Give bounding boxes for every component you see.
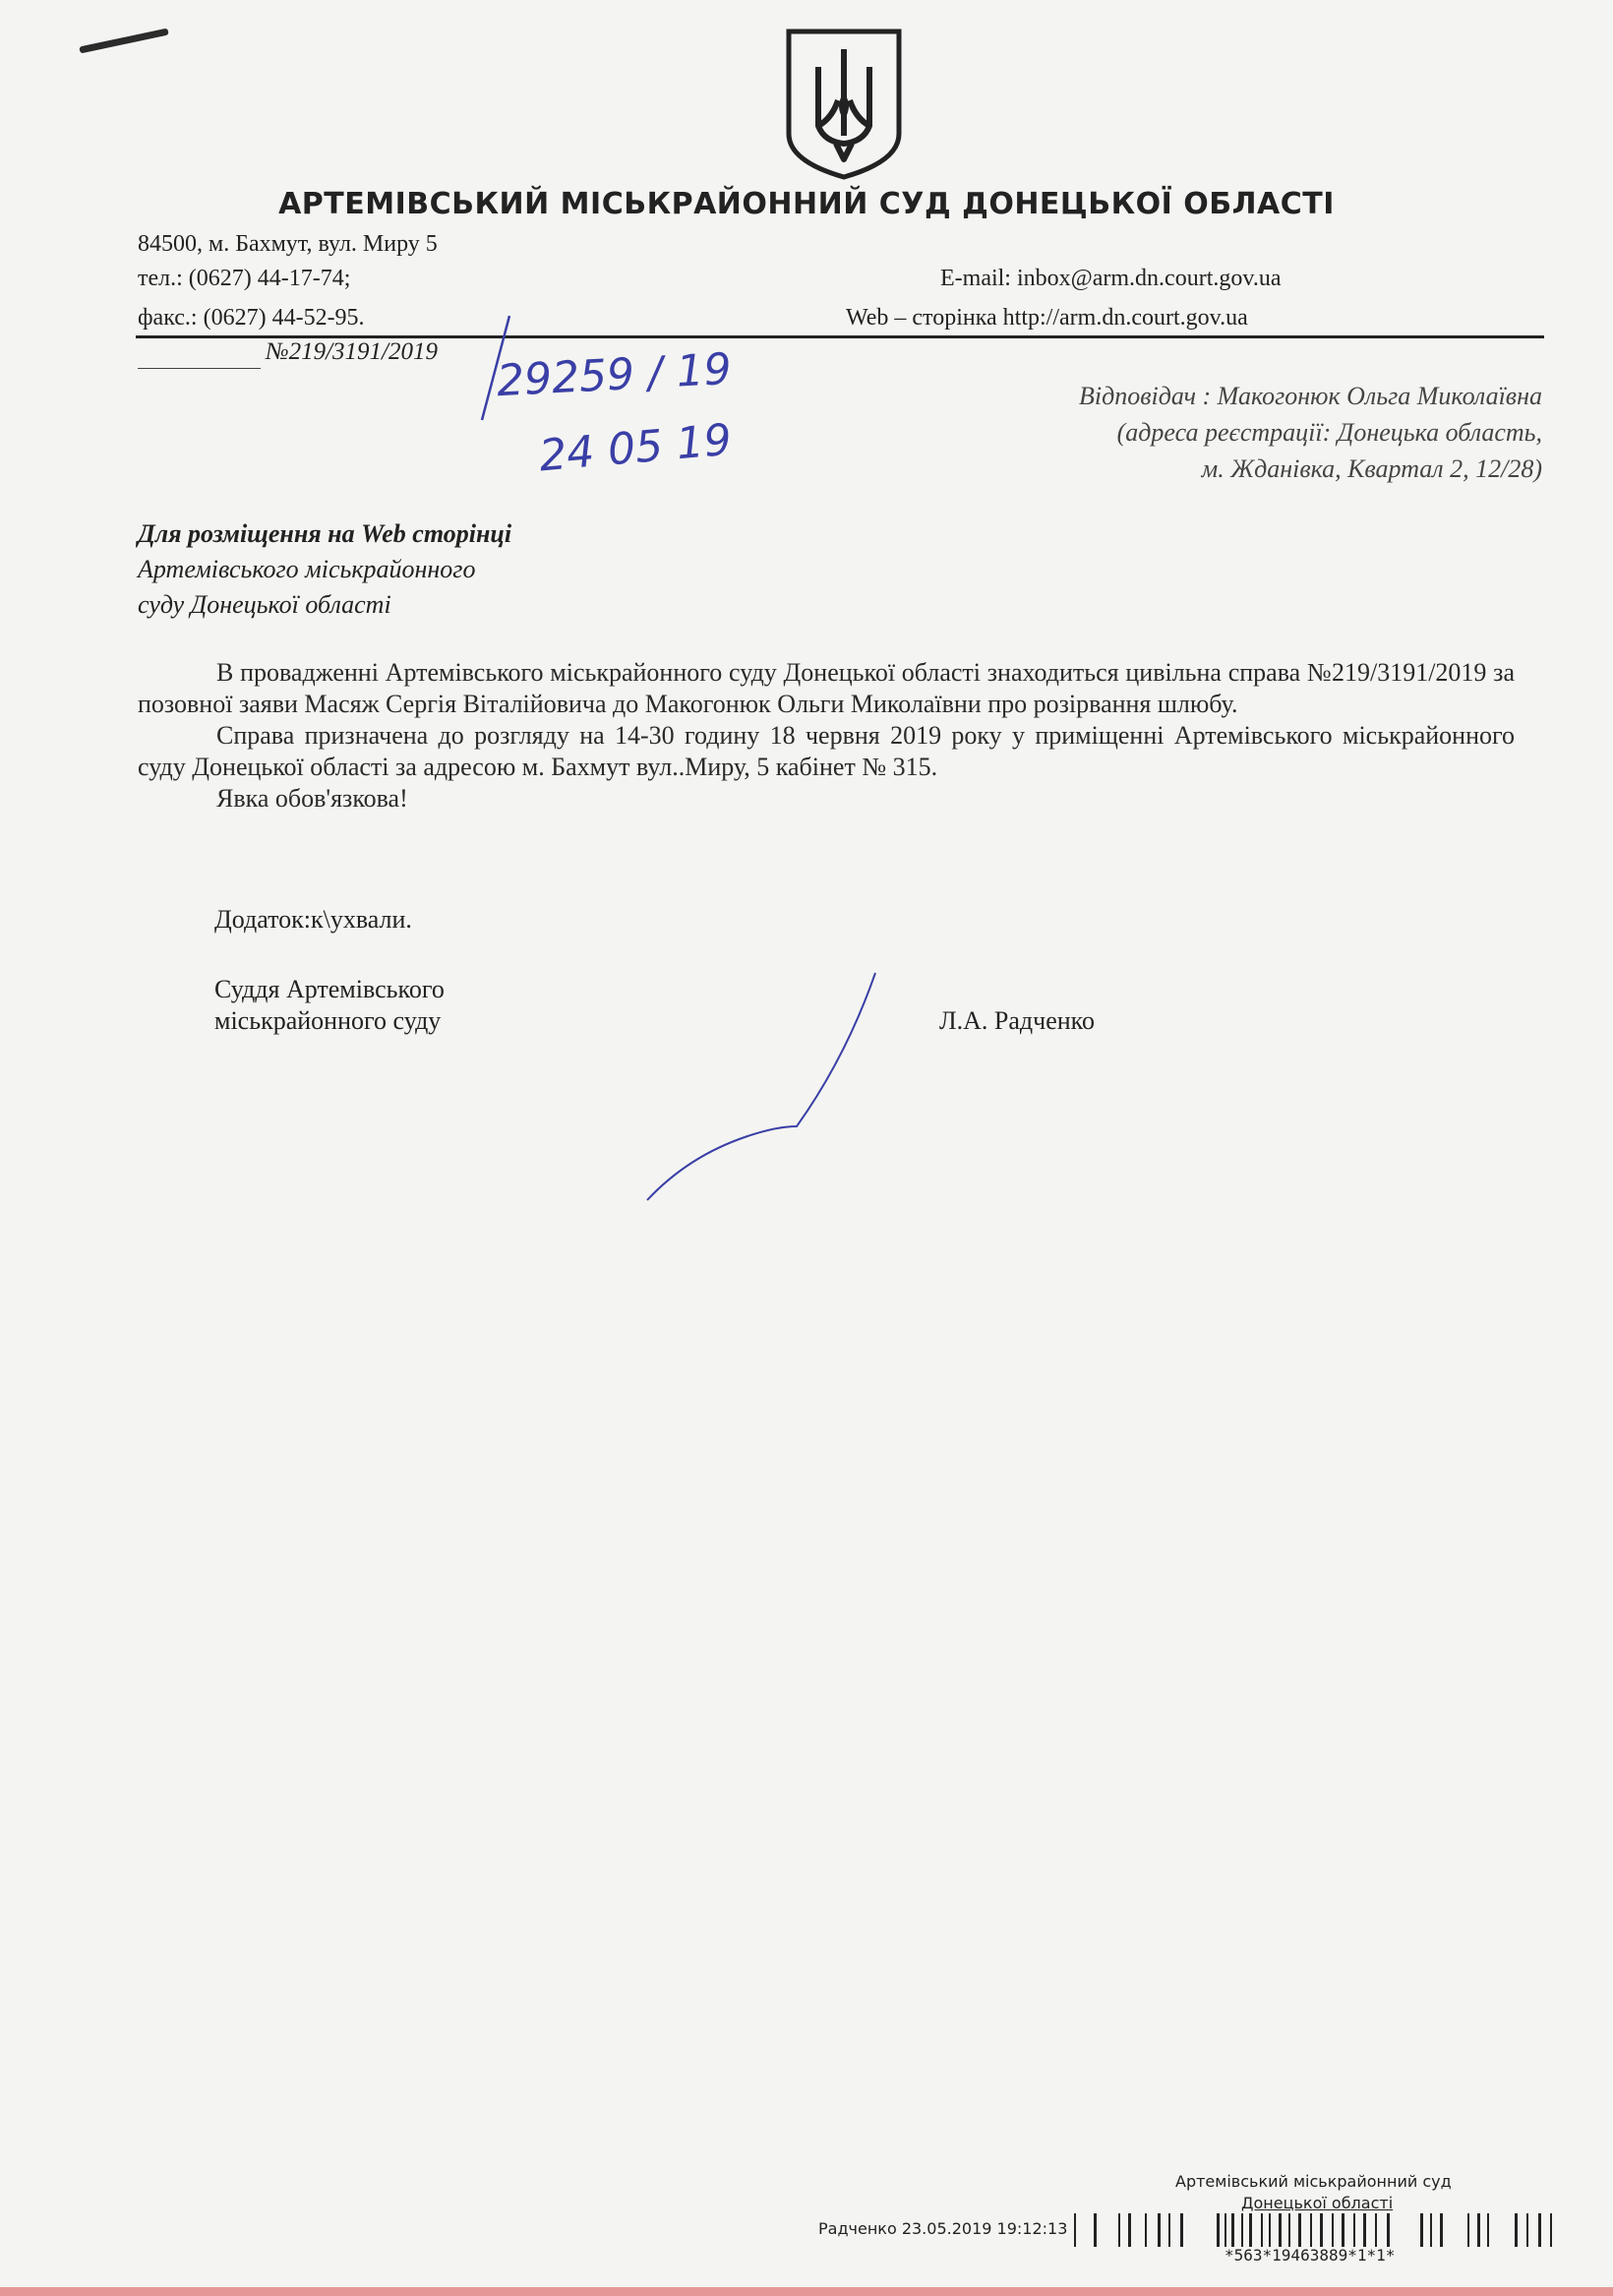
body-paragraph-attendance: Явка обов'язкова! (216, 784, 408, 813)
outgoing-blank-line (138, 368, 261, 369)
recipient-name: Відповідач : Макогонюк Ольга Миколаївна (1079, 382, 1542, 410)
scan-mark (79, 29, 168, 54)
court-email: E-mail: inbox@arm.dn.court.gov.ua (940, 266, 1282, 291)
body-paragraph-case: В провадженні Артемівського міськрайонного суду Донецької області знаходиться цивільна справа №219/3191/2019 за позовної заяви Масяж Сергія Віталійовича до Макогонюк Ольги Миколаївни про розірвання шлюбу. (138, 658, 1515, 718)
court-fax: факс.: (0627) 44-52-95. (138, 305, 365, 331)
judge-title-line2: міськрайонного суду (214, 1006, 442, 1035)
barcode (1074, 2213, 1556, 2247)
notice-body (138, 657, 1515, 815)
recipient-block (885, 378, 1542, 487)
handwritten-registration-date: 24 05 19 (537, 414, 734, 482)
scan-edge (0, 2287, 1613, 2296)
recipient-address-line1: (адреса реєстрації: Донецька область, (1116, 418, 1542, 447)
web-note-line3: суду Донецької області (138, 590, 391, 619)
recipient-address-line2: м. Жданівка, Квартал 2, 12/28) (1201, 454, 1542, 483)
handwritten-registration-number: 29259 / 19 (495, 343, 733, 407)
stamp-court-region: Донецької області (1241, 2194, 1394, 2212)
court-website: Web – сторінка http://arm.dn.court.gov.ua (846, 305, 1248, 331)
court-title: АРТЕМІВСЬКИЙ МІСЬКРАЙОННИЙ СУД ДОНЕЦЬКОЇ ОБЛАСТІ (278, 187, 1335, 221)
web-note-heading: Для розміщення на Web сторінці (138, 519, 512, 548)
outgoing-number: №219/3191/2019 (266, 338, 438, 365)
body-paragraph-hearing: Справа призначена до розгляду на 14-30 годину 18 червня 2019 року у приміщенні Артемівського міськрайонного суду Донецької області за адресою м. Бахмут вул..Миру, 5 кабінет № 315. (138, 721, 1515, 781)
judge-name: Л.А. Радченко (939, 1006, 1095, 1035)
judge-signature (629, 969, 885, 1205)
stamp-signer-timestamp: Радченко 23.05.2019 19:12:13 (818, 2219, 1068, 2238)
web-note-line2: Артемівського міськрайонного (138, 555, 476, 583)
coat-of-arms-icon (785, 28, 903, 181)
web-placement-note (138, 516, 511, 623)
court-address: 84500, м. Бахмут, вул. Миру 5 (138, 231, 438, 257)
court-phone: тел.: (0627) 44-17-74; (138, 266, 351, 291)
stamp-court-name: Артемівський міськрайонний суд (1175, 2172, 1452, 2191)
attachment-note: Додаток:к\ухвали. (214, 905, 412, 934)
judge-title-line1: Суддя Артемівського (214, 975, 445, 1003)
judge-title (214, 974, 445, 1037)
barcode-number: *563*19463889*1*1* (1225, 2246, 1396, 2265)
